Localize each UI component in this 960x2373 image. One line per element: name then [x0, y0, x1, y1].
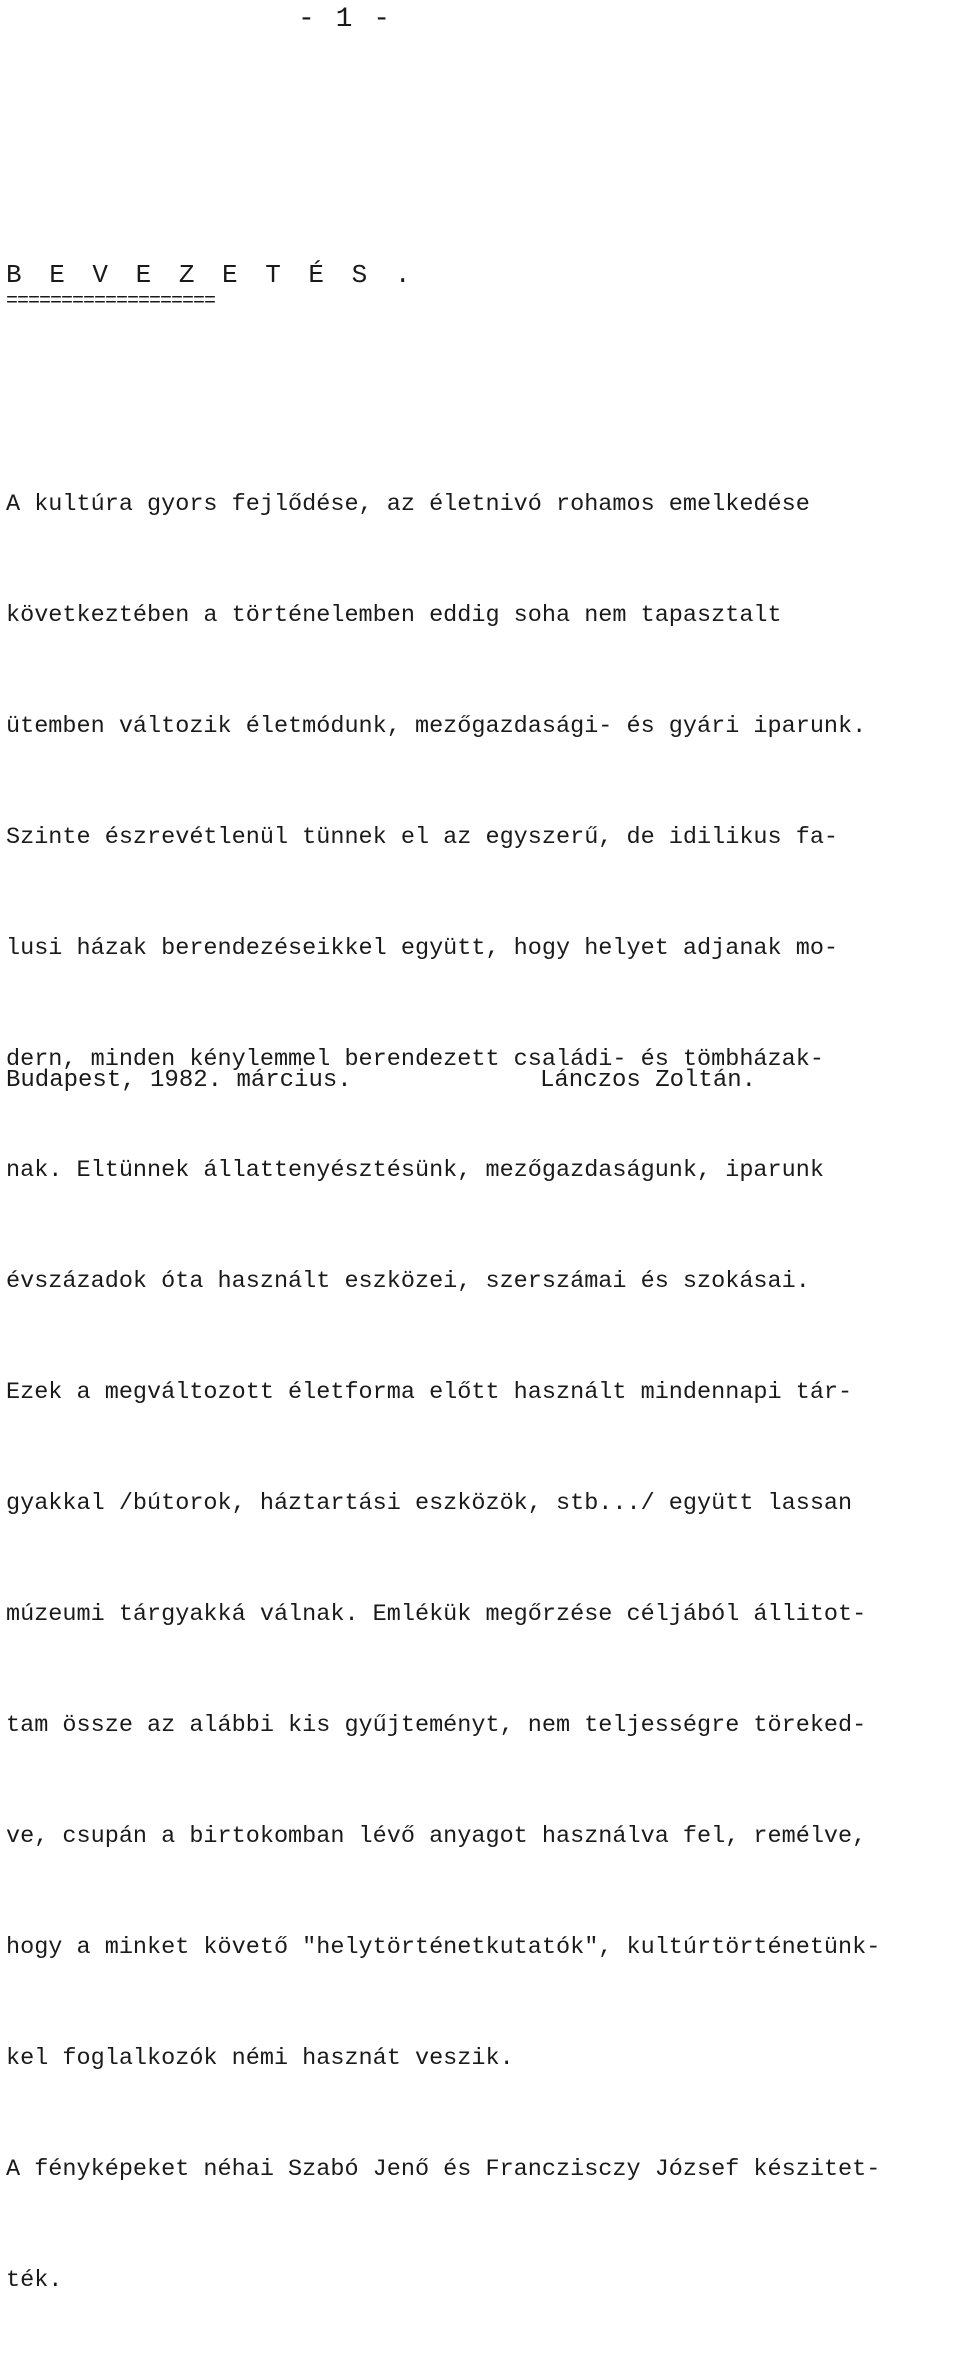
text-line: A fényképeket néhai Szabó Jenő és Franczisczy József készitet- [6, 2156, 881, 2183]
text-line: Szinte észrevétlenül tünnek el az egyszerű, de idilikus fa- [6, 824, 839, 851]
text-line: Ezek a megváltozott életforma előtt használt mindennapi tár- [6, 1379, 853, 1406]
section-heading: B E V E Z E T É S . [6, 260, 417, 290]
text-line: dern, minden kénylemmel berendezett családi- és tömbházak- [6, 1046, 824, 1073]
heading-underline: =================== [6, 290, 216, 313]
text-line: A kultúra gyors fejlődése, az életnivó rohamos emelkedése [6, 491, 810, 518]
text-line: lusi házak berendezéseikkel együtt, hogy helyet adjanak mo- [6, 935, 839, 962]
text-line: gyakkal /bútorok, háztartási eszközök, stb.../ együtt lassan [6, 1490, 853, 1517]
author-name: Lánczos Zoltán. [540, 1067, 757, 1094]
text-line: ütemben változik életmódunk, mezőgazdasági- és gyári iparunk. [6, 713, 867, 740]
text-line: kel foglalkozók némi hasznát veszik. [6, 2045, 514, 2072]
body-paragraph [6, 412, 956, 2373]
place-and-date: Budapest, 1982. március. [6, 1067, 352, 1094]
text-line: hogy a minket követő "helytörténetkutatók", kultúrtörténetünk- [6, 1934, 881, 1961]
text-line: következtében a történelemben eddig soha nem tapasztalt [6, 602, 782, 629]
text-line: ve, csupán a birtokomban lévő anyagot használva fel, remélve, [6, 1823, 867, 1850]
text-line: múzeumi tárgyakká válnak. Emlékük megőrzése céljából állitot- [6, 1601, 867, 1628]
signoff [6, 1067, 956, 1107]
page-number: - 1 - [297, 4, 392, 35]
text-line: évszázadok óta használt eszközei, szerszámai és szokásai. [6, 1268, 810, 1295]
text-line: tam össze az alábbi kis gyűjteményt, nem teljességre töreked- [6, 1712, 867, 1739]
text-line: nak. Eltünnek állattenyésztésünk, mezőgazdaságunk, iparunk [6, 1157, 824, 1184]
text-line: ték. [6, 2267, 63, 2294]
